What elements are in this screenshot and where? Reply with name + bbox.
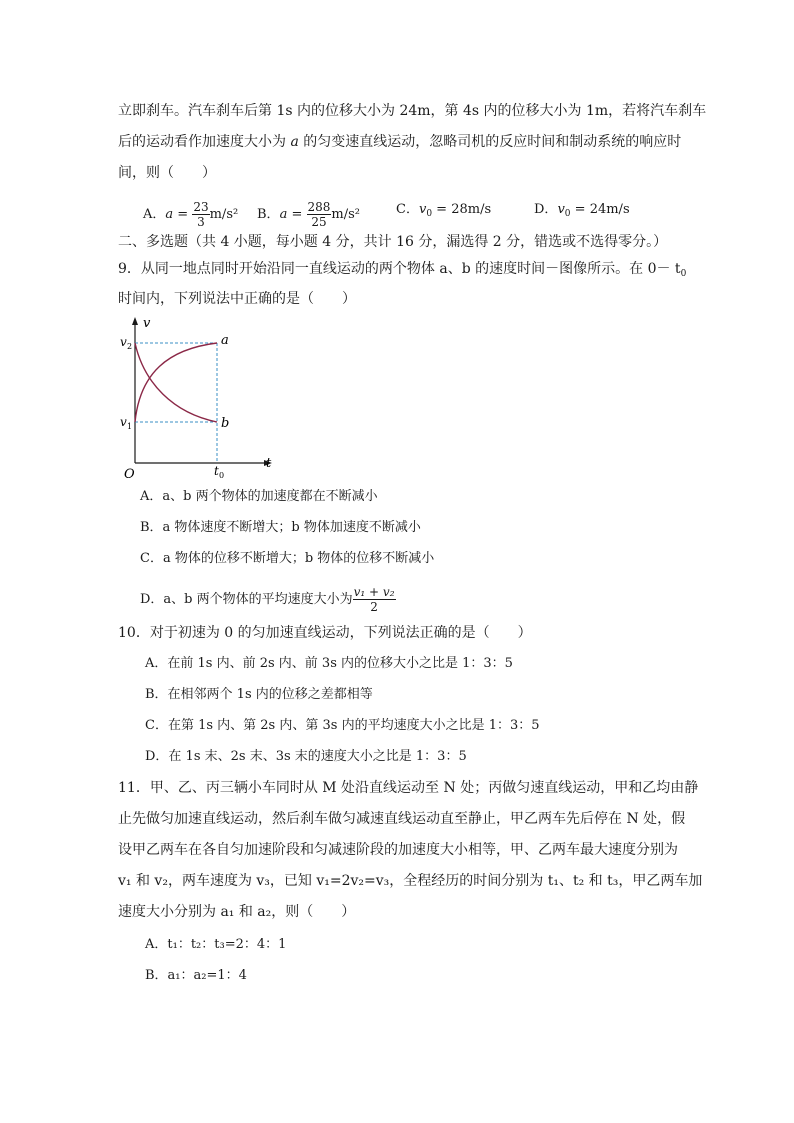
q9-option-c[interactable]: C．a 物体的位移不断增大；b 物体的位移不断减小: [140, 551, 435, 566]
q9-option-d-den: 2: [370, 600, 378, 614]
q9-option-a[interactable]: A．a、b 两个物体的加速度都在不断减小: [140, 489, 378, 504]
section-title-multiple-choice: 二、多选题（共 4 小题，每小题 4 分，共计 16 分，漏选得 2 分，错选或不选得零分。）: [118, 234, 668, 250]
q11-stem-line-3: 设甲乙两车在各自匀加速阶段和匀减速阶段的加速度大小相等，甲、乙两车最大速度分别为: [118, 842, 678, 858]
q8-option-b-unit: m/s²: [331, 207, 360, 222]
q8-option-a-den: 3: [197, 215, 205, 229]
q8-option-c-var: v: [418, 202, 427, 217]
q9-stem-line-1: [118, 259, 686, 284]
origin-label: O: [124, 467, 135, 482]
q8-option-b-num: 288: [307, 200, 331, 214]
q9-option-d-num: v₁ + v₂: [353, 585, 395, 599]
q9-option-d-text: D．a、b 两个物体的平均速度大小为: [140, 592, 353, 607]
q8-option-a-unit: m/s²: [209, 207, 239, 222]
t0-sub: 0: [219, 471, 225, 480]
q8-stem-line-1: 立即刹车。汽车刹车后第 1s 内的位移大小为 24m，第 4s 内的位移大小为 1m，若将汽车刹车: [118, 103, 707, 119]
q11-stem-line-1: 11．甲、乙、丙三辆小车同时从 M 处沿直线运动至 N 处；丙做匀速直线运动，甲和乙均由静: [118, 780, 699, 796]
q11-stem-line-5: 速度大小分别为 a₁ 和 a₂，则（ ）: [118, 904, 356, 920]
q9-option-d-fraction: [353, 585, 396, 614]
q8-option-a[interactable]: [143, 200, 238, 229]
q11-stem-line-2: 止先做匀加速直线运动，然后刹车做匀减速直线运动直至静止，甲乙两车先后停在 N 处，假: [118, 811, 686, 827]
q8-option-c-sub: 0: [426, 209, 433, 219]
curve-a-label: a: [221, 333, 229, 348]
q10-option-b[interactable]: B．在相邻两个 1s 内的位移之差都相等: [145, 687, 373, 702]
q10-option-d[interactable]: D．在 1s 末、2s 末、3s 末的速度大小之比是 1：3：5: [145, 749, 467, 764]
q8-stem-line-3: 间，则（ ）: [118, 165, 216, 181]
x-axis-label: t: [266, 456, 272, 471]
q8-option-d-sub: 0: [564, 209, 571, 219]
v1-sub: 1: [127, 422, 133, 431]
q8-option-a-num: 23: [193, 200, 209, 214]
q8-option-b-label: B．: [257, 207, 280, 222]
q11-option-a[interactable]: A．t₁：t₂：t₃=2：4：1: [145, 937, 287, 952]
q10-stem: 10．对于初速为 0 的匀加速直线运动，下列说法正确的是（ ）: [118, 625, 532, 641]
q8-option-d-label: D．: [534, 202, 558, 217]
q9-stem-line-2: 时间内，下列说法中正确的是（ ）: [118, 291, 356, 307]
q8-option-c-rest: = 28m/s: [432, 202, 492, 217]
curve-a: [135, 343, 217, 422]
q9-stem-text: 9．从同一地点同时开始沿同一直线运动的两个物体 a、b 的速度时间－图像所示。在 0－ t: [118, 261, 681, 277]
q8-option-d[interactable]: [534, 200, 630, 224]
q8-option-b-fraction: [307, 200, 332, 229]
q8-option-d-rest: = 24m/s: [570, 202, 630, 217]
q8-option-d-var: v: [557, 202, 565, 217]
q10-option-a[interactable]: A．在前 1s 内、前 2s 内、前 3s 内的位移大小之比是 1：3：5: [145, 656, 513, 671]
q8-option-b[interactable]: [257, 200, 360, 229]
q8-text-b: 的匀变速直线运动，忽略司机的反应时间和制动系统的响应时: [298, 134, 682, 150]
q11-option-b[interactable]: B．a₁：a₂=1：4: [145, 968, 247, 983]
q8-option-a-eq: =: [173, 207, 193, 222]
t0-label: t: [214, 464, 219, 478]
curve-b-label: b: [221, 416, 230, 431]
q9-velocity-time-graph: [118, 313, 283, 483]
q8-option-b-den: 25: [311, 215, 327, 229]
q8-option-c-label: C．: [396, 202, 419, 217]
v1-label: v: [120, 415, 127, 429]
q10-option-c[interactable]: C．在第 1s 内、第 2s 内、第 3s 内的平均速度大小之比是 1：3：5: [145, 718, 540, 733]
q8-option-a-var: a: [165, 207, 174, 222]
q8-stem-line-2: [118, 132, 681, 152]
q9-option-b[interactable]: B．a 物体速度不断增大；b 物体加速度不断减小: [140, 520, 421, 535]
q8-option-b-eq: =: [287, 207, 307, 222]
q8-option-b-var: a: [279, 207, 288, 222]
y-axis-label: v: [143, 316, 151, 331]
q8-text-a: 后的运动看作加速度大小为: [118, 134, 291, 150]
y-axis-arrow: [132, 317, 138, 325]
q8-option-a-label: A．: [143, 207, 166, 222]
q8-option-a-fraction: [192, 200, 209, 229]
v2-sub: 2: [127, 342, 133, 351]
q9-option-d[interactable]: [140, 585, 396, 614]
q8-option-c[interactable]: [396, 200, 491, 224]
q9-stem-sub: 0: [680, 269, 687, 279]
v2-label: v: [120, 335, 127, 349]
q8-var-a: a: [290, 134, 299, 150]
q11-stem-line-4: v₁ 和 v₂，两车速度为 v₃，已知 v₁=2v₂=v₃，全程经历的时间分别为 t₁、t₂ 和 t₃，甲乙两车加: [118, 873, 703, 889]
